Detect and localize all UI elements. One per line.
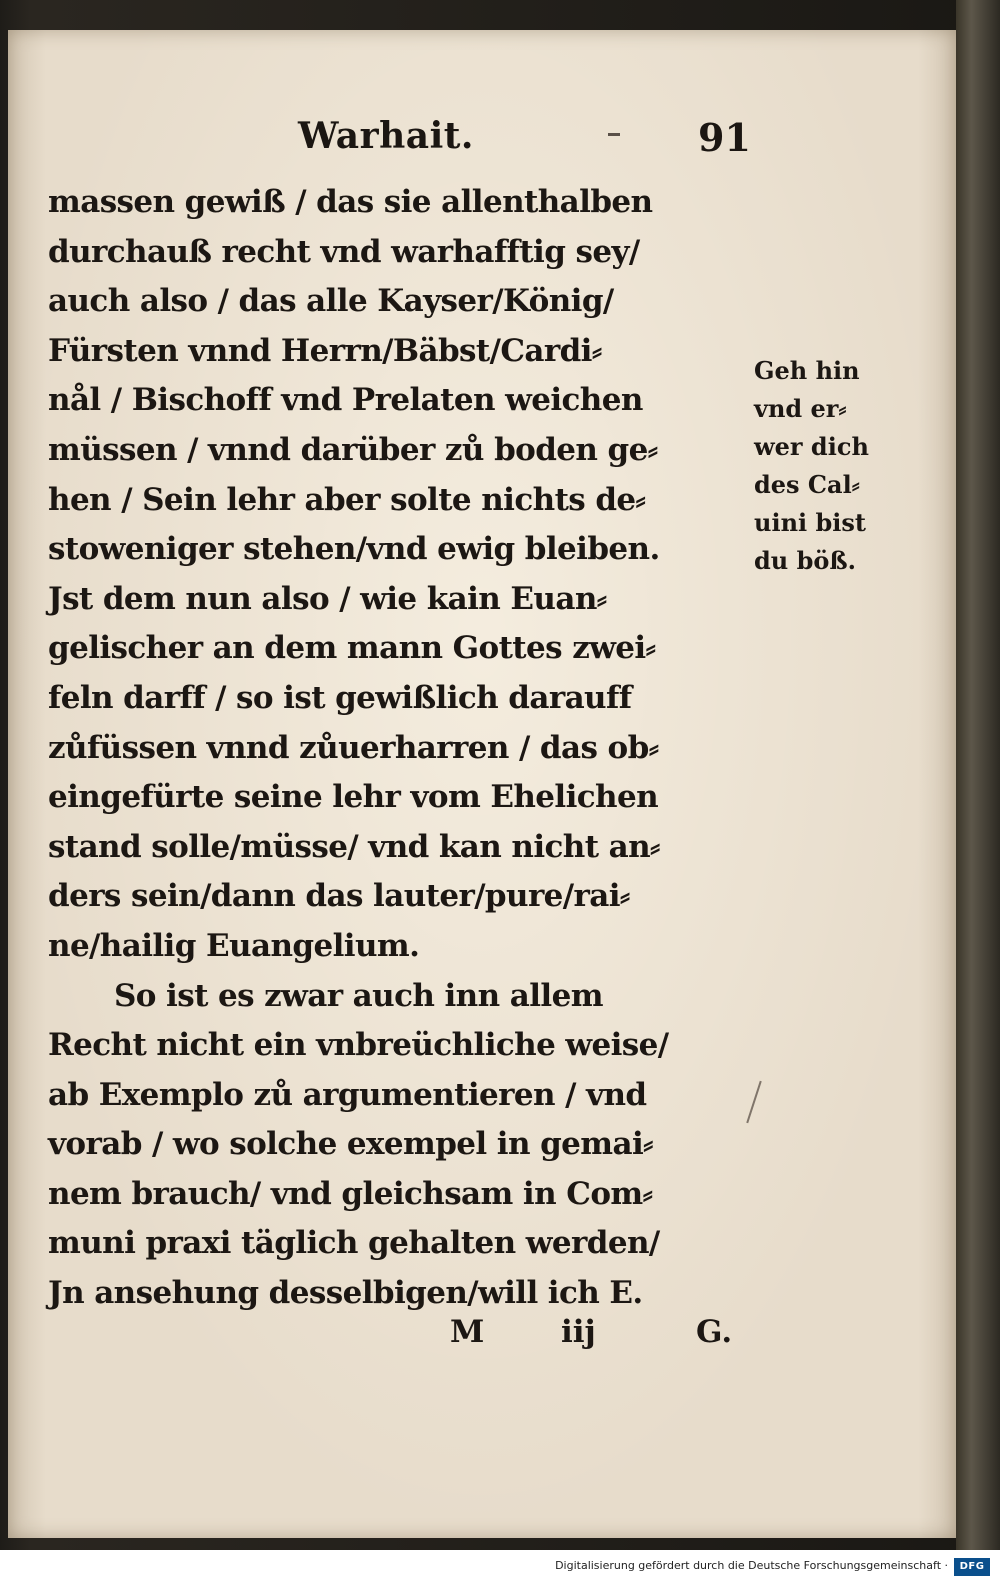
pencil-mark <box>746 1081 761 1123</box>
text-line: müssen / vnnd darüber zů boden ge⸗ <box>48 431 658 468</box>
marginal-note-line: vnd er⸗ <box>754 394 847 423</box>
marginal-note-line: Geh hin <box>754 356 860 385</box>
paragraph-start-line: So ist es zwar auch inn allem <box>114 977 603 1014</box>
text-line: massen gewiß / das sie allenthalben <box>48 184 653 220</box>
text-line: auch also / das alle Kayser/König/ <box>48 283 614 320</box>
signature-line <box>8 1314 956 1364</box>
marginal-note-line: du böß. <box>754 546 856 575</box>
header-dash <box>608 133 620 136</box>
page-header <box>8 115 956 165</box>
credit-bar <box>0 1550 1000 1587</box>
dfg-logo: DFG <box>954 1558 990 1576</box>
text-line: Jn ansehung desselbigen/will ich E. <box>48 1275 643 1312</box>
text-line: Recht nicht ein vnbreüchliche weise/ <box>48 1027 669 1064</box>
signature-numeral: iij <box>561 1314 596 1350</box>
text-line: ders sein/dann das lauter/pure/rai⸗ <box>48 878 630 915</box>
catchword: G. <box>696 1314 733 1350</box>
body-text <box>48 178 748 1319</box>
marginal-note-line: uini bist <box>754 508 866 537</box>
text-line: durchauß recht vnd warhafftig sey/ <box>48 233 640 270</box>
text-line: nem brauch/ vnd gleichsam in Com⸗ <box>48 1175 653 1212</box>
book-edge <box>956 0 1000 1550</box>
running-head: Warhait. <box>298 115 474 157</box>
text-line: ne/hailig Euangelium. <box>48 927 420 964</box>
text-line: gelischer an dem mann Gottes zwei⸗ <box>48 630 656 667</box>
book-page <box>8 30 956 1538</box>
marginal-note <box>754 352 894 580</box>
marginal-note-line: des Cal⸗ <box>754 470 860 499</box>
signature-letter: M <box>450 1314 485 1350</box>
text-line: ab Exemplo zů argumentieren / vnd <box>48 1076 647 1113</box>
page-number: 91 <box>698 115 751 160</box>
text-line: feln darff / so ist gewißlich darauff <box>48 679 632 716</box>
text-line: Fürsten vnnd Herrn/Bäbst/Cardi⸗ <box>48 332 602 369</box>
text-line: eingefürte seine lehr vom Ehelichen <box>48 779 659 816</box>
text-line: hen / Sein lehr aber solte nichts de⸗ <box>48 481 646 518</box>
text-line: nål / Bischoff vnd Prelaten weichen <box>48 382 643 419</box>
text-line: muni praxi täglich gehalten werden/ <box>48 1225 660 1262</box>
text-line: zůfüssen vnnd zůuerharren / das ob⸗ <box>48 729 659 766</box>
credit-text: Digitalisierung gefördert durch die Deutsche Forschungsgemeinschaft · <box>555 1559 948 1572</box>
marginal-note-line: wer dich <box>754 432 869 461</box>
text-line: stand solle/müsse/ vnd kan nicht an⸗ <box>48 828 660 865</box>
text-line: Jst dem nun also / wie kain Euan⸗ <box>48 580 607 617</box>
text-line: vorab / wo solche exempel in gemai⸗ <box>48 1126 653 1163</box>
text-line: stoweniger stehen/vnd ewig bleiben. <box>48 531 660 568</box>
